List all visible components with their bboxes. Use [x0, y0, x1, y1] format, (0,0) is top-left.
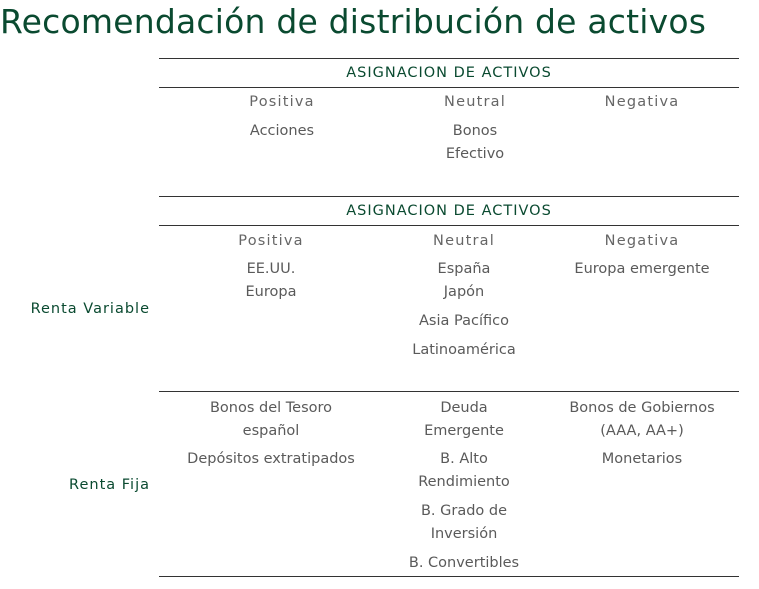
section2-neutral-item: Latinoamérica — [412, 342, 516, 358]
table-top-rule — [159, 58, 739, 59]
section2-col-neutral: Neutral — [433, 233, 495, 249]
section2-neutral-item: España — [437, 261, 491, 277]
row-label-renta-fija: Renta Fija — [69, 477, 150, 493]
section2-top-rule — [159, 196, 739, 197]
section3-top-rule — [159, 391, 739, 392]
section2-negativa-item: Europa emergente — [574, 261, 710, 277]
section1-neutral-item: Efectivo — [445, 146, 505, 162]
section3-neutral-item: Rendimiento — [418, 474, 510, 490]
section2-col-negativa: Negativa — [604, 233, 680, 249]
section3-negativa-item: (AAA, AA+) — [600, 423, 684, 439]
section2-col-positiva: Positiva — [238, 233, 304, 249]
section1-col-positiva: Positiva — [249, 94, 315, 110]
table-bottom-rule — [159, 576, 739, 577]
section1-header: ASIGNACION DE ACTIVOS — [346, 65, 552, 81]
row-label-renta-variable: Renta Variable — [30, 301, 150, 317]
page-title: Recomendación de distribución de activos — [0, 2, 707, 41]
section3-neutral-item: Deuda — [440, 400, 488, 416]
section1-col-negativa: Negativa — [604, 94, 680, 110]
section1-header-rule — [159, 87, 739, 88]
section3-negativa-item: Monetarios — [601, 451, 683, 467]
section2-positiva-item: EE.UU. — [246, 261, 296, 277]
section2-neutral-item: Japón — [443, 284, 485, 300]
section3-neutral-item: B. Grado de — [420, 503, 508, 519]
section1-positiva-item: Acciones — [249, 123, 315, 139]
section2-header-rule — [159, 225, 739, 226]
section2-neutral-item: Asia Pacífico — [419, 313, 509, 329]
section3-neutral-item: Inversión — [430, 526, 498, 542]
section1-neutral-item: Bonos — [452, 123, 498, 139]
section3-neutral-item: Emergente — [424, 423, 504, 439]
section3-neutral-item: B. Convertibles — [408, 555, 520, 571]
section3-positiva-item: español — [242, 423, 300, 439]
section1-col-neutral: Neutral — [444, 94, 506, 110]
section2-positiva-item: Europa — [245, 284, 297, 300]
section3-positiva-item: Depósitos extratipados — [187, 451, 355, 467]
section2-header: ASIGNACION DE ACTIVOS — [346, 203, 552, 219]
section3-positiva-item: Bonos del Tesoro — [209, 400, 333, 416]
section3-negativa-item: Bonos de Gobiernos — [569, 400, 715, 416]
section3-neutral-item: B. Alto — [440, 451, 488, 467]
